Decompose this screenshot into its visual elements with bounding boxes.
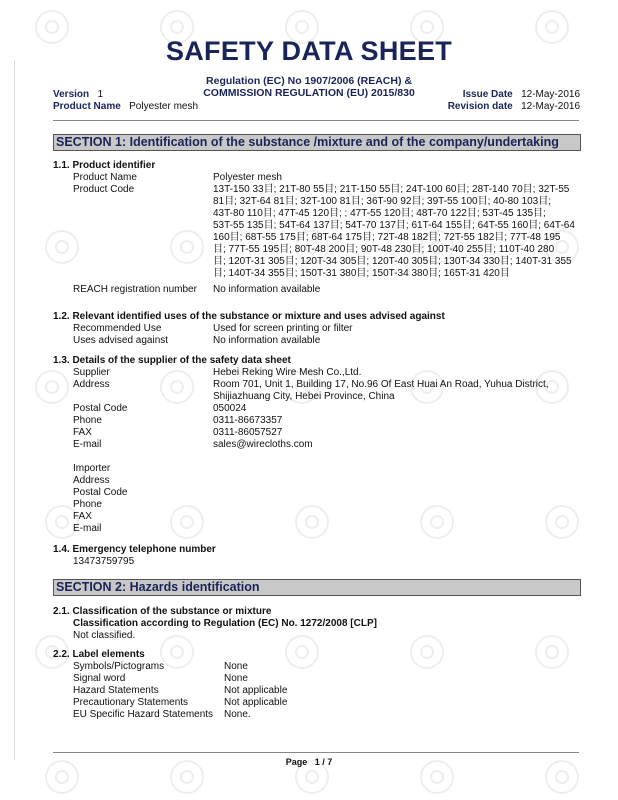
email-value[interactable]: sales@wirecloths.com xyxy=(213,439,313,450)
importer-address-label: Address xyxy=(73,475,110,486)
issue-date-value: 12-May-2016 xyxy=(521,89,580,100)
product-name-value-1: Polyester mesh xyxy=(213,172,282,183)
heading-2-2: 2.2. Label elements xyxy=(53,649,145,660)
recommended-use-label: Recommended Use xyxy=(73,323,162,334)
product-code-line: 53T-55 135目; 54T-64 137目; 54T-70 137目; 61T-64 155目; 64T-55 160目; 64T-64 xyxy=(213,220,575,231)
product-name-label: Product Name xyxy=(53,101,121,112)
postal-code-label: Postal Code xyxy=(73,403,128,414)
uses-advised-against-label: Uses advised against xyxy=(73,335,169,346)
version-label: Version xyxy=(53,89,90,100)
heading-1-2: 1.2. Relevant identified uses of the substance or mixture and uses advised against xyxy=(53,311,445,322)
product-code-line: 目; 77T-55 195目; 80T-48 200目; 90T-48 230目; 100T-40 255目; 110T-40 280 xyxy=(213,244,555,255)
importer-email-label: E-mail xyxy=(73,523,102,534)
uses-advised-against-value: No information available xyxy=(213,335,321,346)
cti-watermark-stamp xyxy=(160,635,194,669)
label-element-label: Precautionary Statements xyxy=(73,697,189,708)
regulation-subtitle: Regulation (EC) No 1907/2006 (REACH) & xyxy=(206,75,412,87)
cti-watermark-stamp xyxy=(420,505,454,539)
revision-date-label: Revision date xyxy=(447,101,513,112)
product-code-value xyxy=(213,184,575,280)
issue-date-label: Issue Date xyxy=(462,89,513,100)
cti-watermark-stamp xyxy=(535,635,569,669)
cti-watermark-stamp xyxy=(545,760,579,794)
label-element-label: Hazard Statements xyxy=(73,685,159,696)
importer-fax-label: FAX xyxy=(73,511,92,522)
cti-watermark-stamp xyxy=(170,230,204,264)
phone-value: 0311-86673357 xyxy=(213,415,283,426)
product-code-line: 13T-150 33目; 21T-80 55目; 21T-150 55目; 24T-100 60目; 28T-140 70目; 32T-55 xyxy=(213,184,570,195)
supplier-label: Supplier xyxy=(73,367,110,378)
clp-classification-heading: Classification according to Regulation (EC) No. 1272/2008 [CLP] xyxy=(73,618,377,629)
label-element-value: None xyxy=(224,673,248,684)
left-margin-line xyxy=(14,60,15,760)
cti-watermark-stamp xyxy=(45,760,79,794)
cti-watermark-stamp xyxy=(410,635,444,669)
fax-label: FAX xyxy=(73,427,92,438)
product-name-label-1: Product Name xyxy=(73,172,137,183)
cti-watermark-stamp xyxy=(35,370,69,404)
heading-1-3: 1.3. Details of the supplier of the safety data sheet xyxy=(53,355,291,366)
cti-watermark-stamp xyxy=(285,635,319,669)
cti-watermark-stamp xyxy=(45,230,79,264)
label-element-label: Symbols/Pictograms xyxy=(73,661,165,672)
product-code-line: 目; 140T-34 355目; 150T-31 380目; 150T-34 380目; 165T-31 420目 xyxy=(213,268,510,279)
cti-watermark-stamp xyxy=(160,370,194,404)
section-1-header: SECTION 1: Identification of the substance /mixture and of the company/undertaking xyxy=(53,134,581,151)
reach-value: No information available xyxy=(213,284,321,295)
cti-watermark-stamp xyxy=(35,10,69,44)
section-2-header: SECTION 2: Hazards identification xyxy=(53,579,581,596)
label-element-value: None. xyxy=(224,709,251,720)
heading-2-1: 2.1. Classification of the substance or mixture xyxy=(53,606,272,617)
cti-watermark-stamp xyxy=(545,505,579,539)
cti-watermark-stamp xyxy=(420,760,454,794)
product-code-line: 160目; 68T-55 175目; 68T-64 175目; 72T-48 182目; 72T-55 182目; 77T-48 195 xyxy=(213,232,561,243)
commission-regulation-subtitle: COMMISSION REGULATION (EU) 2015/830 xyxy=(203,87,415,99)
emergency-phone-value: 13473759795 xyxy=(73,556,135,567)
product-code-line: 目; 120T-31 305目; 120T-34 305目; 120T-40 305目; 130T-34 330目; 140T-31 355 xyxy=(213,256,572,267)
footer-divider xyxy=(53,752,579,753)
document-title: SAFETY DATA SHEET xyxy=(165,36,453,66)
address-line-2: Shijiazhuang City, Hebei Province, China xyxy=(213,391,395,402)
label-element-value: Not applicable xyxy=(224,685,288,696)
product-name-value: Polyester mesh xyxy=(129,101,199,112)
header-divider xyxy=(53,120,579,121)
heading-1-4: 1.4. Emergency telephone number xyxy=(53,544,216,555)
product-code-line: 43T-80 110目; 47T-45 120目; ; 47T-55 120目; 48T-70 122目; 53T-45 135目; xyxy=(213,208,546,219)
fax-value: 0311-86057527 xyxy=(213,427,283,438)
importer-phone-label: Phone xyxy=(73,499,102,510)
label-element-label: Signal word xyxy=(73,673,126,684)
product-code-line: 81目; 32T-64 81目; 32T-100 81目; 36T-90 92目; 39T-55 100目; 40-80 103目; xyxy=(213,196,551,207)
importer-postal-code-label: Postal Code xyxy=(73,487,128,498)
cti-watermark-stamp xyxy=(170,760,204,794)
phone-label: Phone xyxy=(73,415,102,426)
label-element-label: EU Specific Hazard Statements xyxy=(73,709,214,720)
cti-watermark-stamp xyxy=(535,10,569,44)
product-code-label: Product Code xyxy=(73,184,135,195)
label-element-value: Not applicable xyxy=(224,697,288,708)
classification-value: Not classified. xyxy=(73,630,136,641)
page-label: Page xyxy=(285,757,308,767)
address-line-1: Room 701, Unit 1, Building 17, No.96 Of East Huai An Road, Yuhua District, xyxy=(213,379,549,390)
page-number: 1 / 7 xyxy=(314,757,333,767)
cti-watermark-stamp xyxy=(170,505,204,539)
version-value: 1 xyxy=(97,89,104,100)
cti-watermark-stamp xyxy=(295,505,329,539)
supplier-value: Hebei Reking Wire Mesh Co.,Ltd. xyxy=(213,367,362,378)
email-label: E-mail xyxy=(73,439,102,450)
importer-label: Importer xyxy=(73,463,111,474)
recommended-use-value: Used for screen printing or filter xyxy=(213,323,353,334)
postal-code-value: 050024 xyxy=(213,403,247,414)
heading-1-1: 1.1. Product identifier xyxy=(53,160,156,171)
revision-date-value: 12-May-2016 xyxy=(521,101,580,112)
label-element-value: None xyxy=(224,661,248,672)
reach-label: REACH registration number xyxy=(73,284,197,295)
address-label: Address xyxy=(73,379,110,390)
